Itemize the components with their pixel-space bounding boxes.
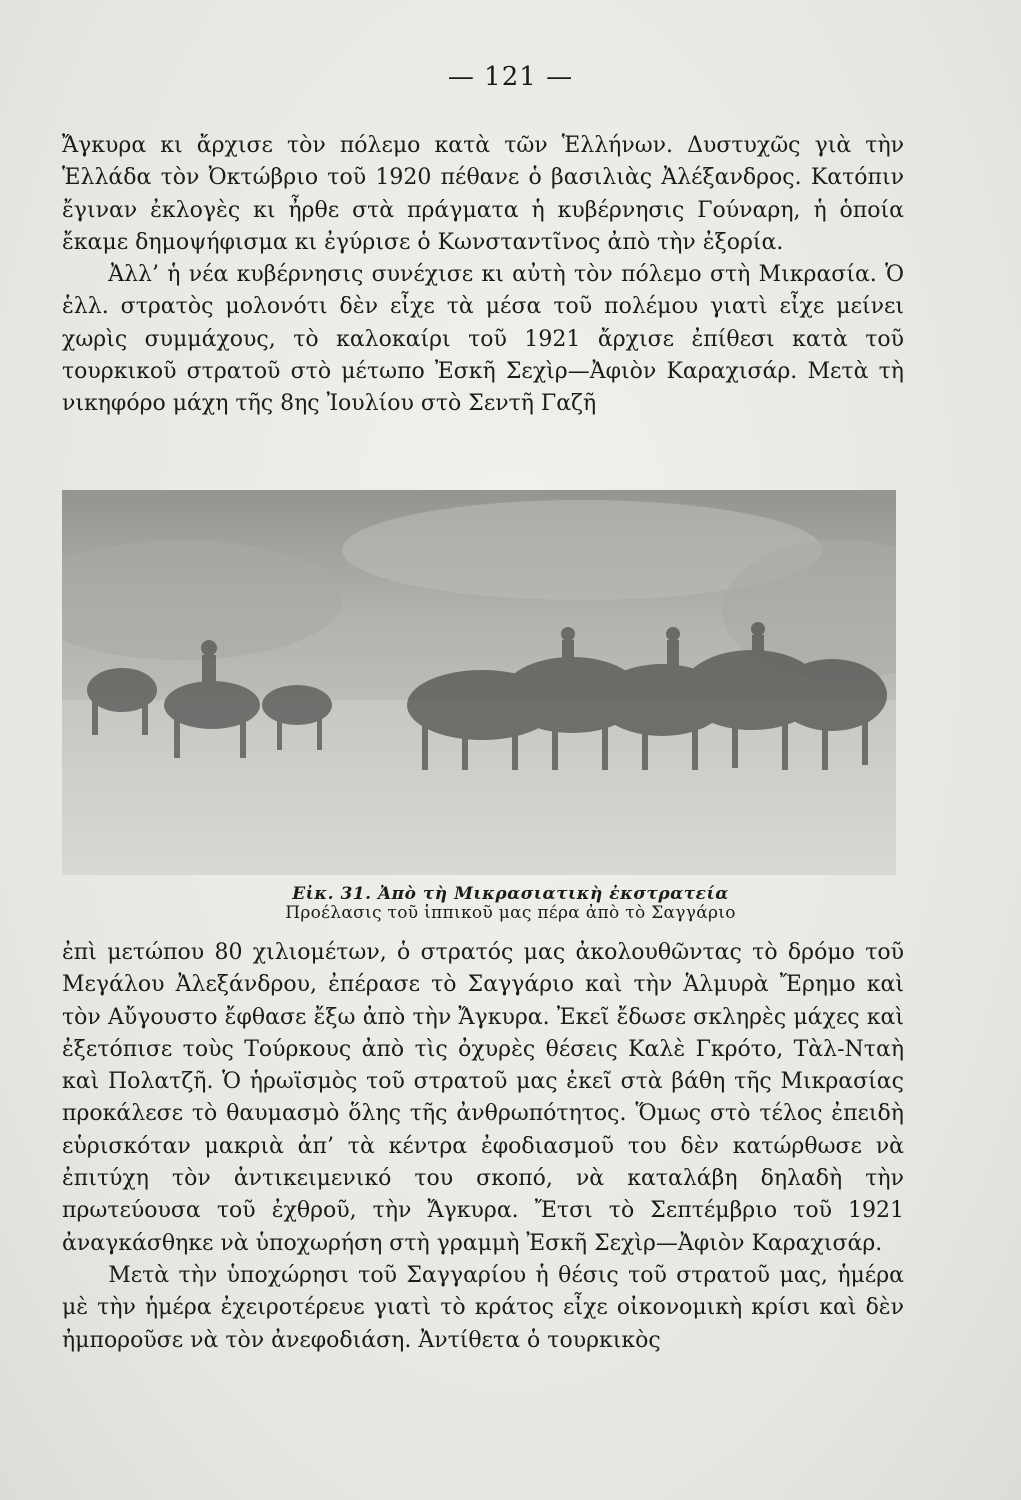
paragraph: ἐπὶ μετώπου 80 χιλιομέτων, ὁ στρατός μας ἀκολουθῶντας τὸ δρόμο τοῦ Μεγάλου Ἀλεξάνδρου, ἐπέρασε τὸ Σαγγάριο καὶ τὴν Ἁλμυρὰ Ἔρημο καὶ τὸν Αὔγουστο ἔφθασε ἔξω ἀπὸ τὴν Ἄγκυρα. Ἐκεῖ ἔδωσε σκληρὲς μάχες καὶ ἐξετόπισε τοὺς Τούρκους ἀπὸ τὶς ὀχυρὲς θέσεις Καλὲ Γκρότο, Τὰλ-Νταὴ καὶ Πολατζῆ. Ὁ ἡρωϊσμὸς τοῦ στρατοῦ μας ἐκεῖ στὰ βάθη τῆς Μικρασίας προκάλεσε τὸ θαυμασμὸ ὅλης τῆς ἀνθρωπότητος. Ὅμως στὸ τέλος ἐπειδὴ εὑρισκόταν μακριὰ ἀπ’ τὰ κέντρα ἐφοδιασμοῦ του δὲν κατώρθωσε νὰ ἐπιτύχη τὸν ἀντικειμενικό του σκοπό, νὰ καταλάβη δηλαδὴ τὴν πρωτεύουσα τοῦ ἐχθροῦ, τὴν Ἄγκυρα. Ἔτσι τὸ Σεπτέμβριο τοῦ 1921 ἀναγκάσθηκε νὰ ὑποχωρήση στὴ γραμμὴ Ἐσκῆ Σεχὶρ—Ἀφιὸν Καραχισάρ. [62,940,904,1256]
paragraph: Ἀλλ’ ἡ νέα κυβέρνησις συνέχισε κι αὐτὴ τὸν πόλεμο στὴ Μικρασία. Ὁ ἑλλ. στρατὸς μολονότι δὲν εἶχε τὰ μέσα τοῦ πολέμου γιατὶ εἶχε μείνει χωρὶς συμμάχους, τὸ καλοκαίρι τοῦ 1921 ἄρχισε ἐπίθεσι κατὰ τοῦ τουρκικοῦ στρατοῦ στὸ μέτωπο Ἐσκῆ Σεχὶρ—Ἀφιὸν Καραχισάρ. Μετὰ τὴ νικηφόρο μάχη τῆς 8ης Ἰουλίου στὸ Σεντῆ Γαζῆ [62,262,904,417]
figure-caption-subtitle: Προέλασις τοῦ ἱππικοῦ μας πέρα ἀπὸ τὸ Σαγγάριο [285,903,736,923]
photo-illustration [62,490,896,875]
figure-caption-title: Εἰκ. 31. Ἀπὸ τὴ Μικρασιατικὴ ἐκστρατεία [292,884,729,904]
text-block-bottom [62,937,904,1357]
text-block-top [62,130,904,421]
cavalry-photograph [62,490,896,875]
paragraph: Ἄγκυρα κι ἄρχισε τὸν πόλεμο κατὰ τῶν Ἑλλήνων. Δυστυχῶς γιὰ τὴν Ἑλλάδα τὸν Ὀκτώβριο τοῦ 1920 πέθανε ὁ βασιλιὰς Ἀλέξανδρος. Κατόπιν ἔγιναν ἐκλογὲς κι ἦρθε στὰ πράγματα ἡ κυβέρνησις Γούναρη, ἡ ὁποία ἔκαμε δημοψήφισμα κι ἐγύρισε ὁ Κωνσταντῖνος ἀπὸ τὴν ἐξορία. [62,133,904,255]
page-number: — 121 — [447,62,574,92]
paragraph: Μετὰ τὴν ὑποχώρησι τοῦ Σαγγαρίου ἡ θέσις τοῦ στρατοῦ μας, ἡμέρα μὲ τὴν ἡμέρα ἐχειροτέρευε γιατὶ τὸ κράτος εἶχε οἰκονομικὴ κρίσι καὶ δὲν ἠμποροῦσε νὰ τὸν ἀνεφοδιάση. Ἀντίθετα ὁ τουρκικὸς [62,1262,904,1353]
